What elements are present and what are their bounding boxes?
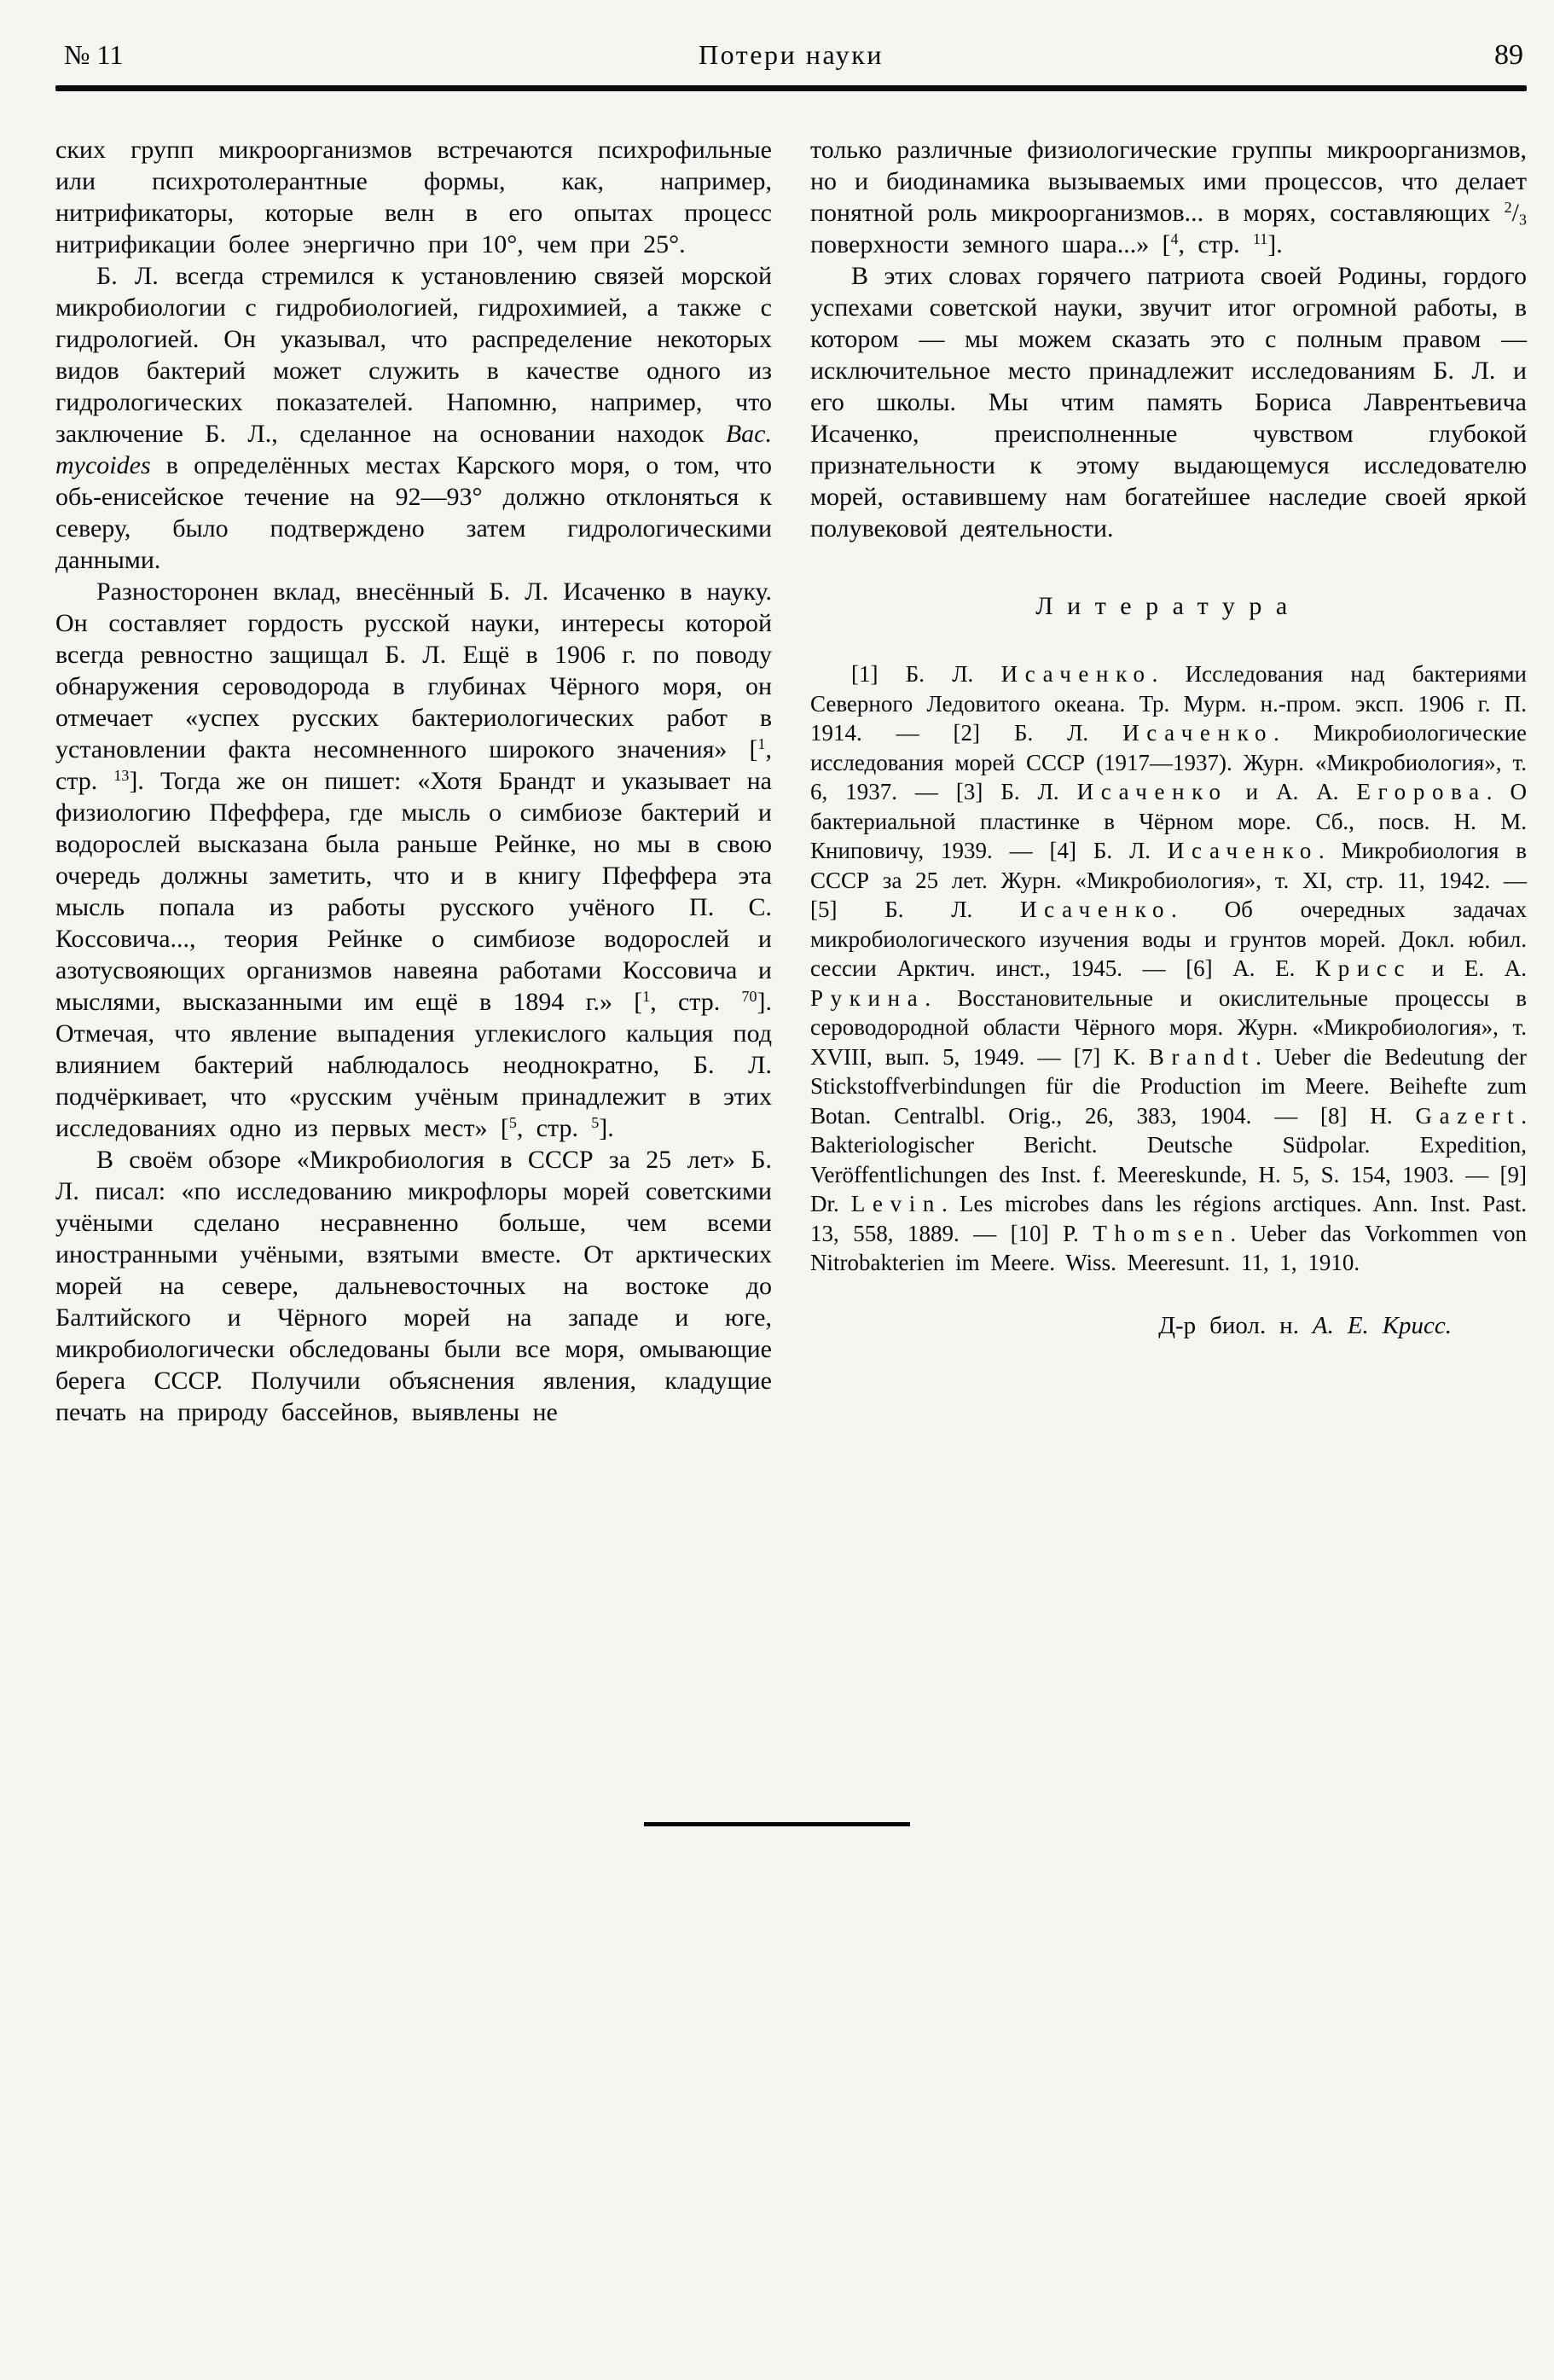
- text-run: Thomsen: [1093, 1220, 1231, 1246]
- text-run: 3: [1519, 211, 1527, 229]
- text-run: . Микробиология в СССР за 25 лет. Журн. «Микробиология», т. XI, стр. 11, 1942. — [5] Б. Л.: [810, 838, 1528, 922]
- bottom-separator-rule: [644, 1822, 910, 1826]
- text-run: , стр.: [516, 1114, 592, 1142]
- text-run: Крисс: [1315, 955, 1412, 981]
- header-rule: [55, 85, 1527, 91]
- text-run: 1: [757, 735, 766, 753]
- text-run: . О бактериальной пластинке в Чёрном море. Сб., посв. Н. М. Книповичу, 1939. — [4] Б. Л.: [810, 779, 1527, 863]
- text-run: . Ueber die Bedeutung der Stickstoffverbindungen für die Production im Meere. Beihefte zum Botan. Centralbl. Orig., 26, 383, 1904. — [8] H.: [810, 1043, 1528, 1129]
- text-run: Levin: [850, 1191, 942, 1216]
- text-run: ].: [1267, 230, 1283, 258]
- text-run: 5: [508, 1114, 517, 1132]
- body-paragraph-continuation: [810, 134, 1527, 260]
- text-run: 70: [741, 988, 757, 1006]
- journal-page: [55, 0, 1527, 1428]
- text-run: Рукина: [810, 984, 925, 1011]
- text-run: только различные физиологические группы микроорганизмов, но и биодинамика вызываемых ими процессов, что делает понятной роль микроорганизмов... в морях, составляющих: [810, 136, 1527, 227]
- right-column: [810, 134, 1527, 1428]
- text-run: поверхности земного шара...» [: [810, 230, 1171, 258]
- text-run: Исаченко: [1020, 897, 1172, 922]
- text-run: [1] Б. Л.: [851, 661, 1001, 687]
- text-run: Исаченко: [1000, 661, 1152, 687]
- text-run: Gazert: [1415, 1102, 1522, 1129]
- text-run: Егорова: [1356, 779, 1487, 804]
- left-column: [55, 134, 772, 1428]
- text-run: 5: [591, 1114, 600, 1132]
- text-run: . Микробиологические исследования морей СССР (1917—1937). Журн. «Микробиология», т. 6, 1937. — [3] Б. Л.: [810, 720, 1527, 804]
- text-run: в определённых местах Карского моря, о том, что обь-енисейское течение на 92—93° должно отклоняться к северу, было подтверждено затем гидрологическими данными.: [55, 451, 772, 574]
- references-paragraph: [810, 659, 1527, 1278]
- text-run: , стр.: [1178, 230, 1253, 258]
- text-run: 13: [113, 767, 130, 785]
- text-run: Исаченко: [1122, 720, 1274, 746]
- issue-number: № 11: [64, 39, 124, 70]
- text-run: ]. Отмечая, что явление выпадения углекислого кальция под влиянием бактерий наблюдалось неоднократно, Б. Л. подчёркивает, что «русским учёным принадлежит в этих исследованиях одно из первых мест» [: [55, 988, 772, 1142]
- text-run: 11: [1252, 230, 1268, 248]
- text-run: В этих словах горячего патриота своей Родины, гордого успехами советской науки, звучит итог огромной работы, в котором — мы можем сказать это с полным правом — исключительное место принадлежит исследованиям Б. Л. и его школы. Мы чтим память Бориса Лаврентьевича Исаченко, преисполненные чувством глубокой признательности к этому выдающемуся исследователю морей, оставившему нам богатейшее наследие своей яркой полувековой деятельности.: [810, 262, 1527, 543]
- running-title: Потери науки: [698, 39, 884, 70]
- body-paragraph: [810, 260, 1527, 544]
- text-run: . Восстановительные и окислительные процессы в сероводородной области Чёрного моря. Журн. «Микробиология», т. XVIII, вып. 5, 1949. — [7] K.: [810, 984, 1527, 1070]
- text-run: ]. Тогда же он пишет: «Хотя Брандт и указывает на физиологию Пфеффера, где мысль о симбиозе бактерий и водорослей высказана была раньше Рейнке, но мы в свою очередь должны заметить, что и в книгу Пфеффера эта мысль попала из работы русского учёного П. С. Коссовича..., теория Рейнке о симбиозе водорослей и азотусвояющих организмов навеяна работами Коссовича и мыслями, высказанными им ещё в 1894 г.» [: [55, 767, 772, 1016]
- text-run: В своём обзоре «Микробиология в СССР за 25 лет» Б. Л. писал: «по исследованию микрофлоры морей советскими учёными сделано несравненно больше, чем всеми иностранными учёными, взятыми вместе. От арктических морей на севере, дальневосточных на востоке до Балтийского и Чёрного морей на западе и юге, микробиологически обследованы были все моря, омывающие берега СССР. Получили объяснения явления, кладущие печать на природу бассейнов, выявлены не: [55, 1146, 772, 1426]
- text-run: . Исследования над бактериями Северного Ледовитого океана. Тр. Мурм. н.-пром. эксп. 1906 г. П. 1914. — [2] Б. Л.: [810, 661, 1527, 746]
- page-header: [55, 0, 1527, 72]
- text-run: Bac. mycoides: [55, 420, 772, 479]
- text-run: , стр.: [650, 988, 742, 1016]
- text-run: . Les microbes dans les régions arctiques. Ann. Inst. Past. 13, 558, 1889. — [10] P.: [810, 1191, 1527, 1246]
- text-run: . Ueber das Vorkommen von Nitrobakterien im Meere. Wiss. Meeresunt. 11, 1, 1910.: [810, 1220, 1527, 1275]
- page-number: 89: [1494, 39, 1523, 71]
- signature-name: А. Е. Крисс.: [1312, 1311, 1452, 1339]
- text-run: ских групп микроорганизмов встречаются психрофильные или психротолерантные формы, как, например, нитрификаторы, которые велн в его опытах процесс нитрификации более энергично при 10°, чем при 25°.: [55, 136, 772, 258]
- text-run: Brandt: [1148, 1043, 1256, 1070]
- literature-heading: Литература: [1035, 592, 1302, 620]
- text-run: 1: [642, 988, 651, 1006]
- body-paragraph: [55, 1144, 772, 1428]
- text-run: . Об очередных задачах микробиологического изучения воды и грунтов морей. Докл. юбил. сессии Арктич. инст., 1945. — [6] А. Е.: [810, 897, 1528, 981]
- text-run: 4: [1170, 230, 1179, 248]
- text-run: ].: [599, 1114, 614, 1142]
- text-run: и Е. А.: [1412, 955, 1527, 981]
- text-run: , стр.: [55, 735, 772, 795]
- text-run: 2: [1504, 199, 1512, 217]
- text-run: Исаченко: [1167, 838, 1319, 863]
- signature-degree: Д-р биол. н.: [1158, 1311, 1313, 1339]
- text-run: Б. Л. всегда стремился к установлению связей морской микробиологии с гидробиологией, гидрохимией, а также с гидрологией. Он указывал, что распределение некоторых видов бактерий может служить в качестве одного из гидрологических показателей. Напомню, например, что заключение Б. Л., сделанное на основании находок: [55, 262, 772, 448]
- text-run: Исаченко: [1076, 779, 1228, 804]
- body-paragraph: [55, 576, 772, 1144]
- text-run: и А. А.: [1227, 779, 1357, 804]
- two-column-text-block: [55, 134, 1527, 1428]
- body-paragraph-continuation: [55, 134, 772, 260]
- text-run: /: [1511, 199, 1519, 227]
- signature-line: [810, 1310, 1527, 1342]
- text-run: . Bakteriologischer Bericht. Deutsche Südpolar. Expedition, Veröffentlichungen des Inst. f. Meereskunde, H. 5, S. 154, 1903. — [9] Dr.: [810, 1102, 1527, 1216]
- text-run: Разносторонен вклад, внесённый Б. Л. Исаченко в науку. Он составляет гордость русской науки, интересы которой всегда ревностно защищал Б. Л. Ещё в 1906 г. по поводу обнаружения сероводорода в глубинах Чёрного моря, он отмечает «успех русских бактериологических работ в установлении факта несомненного широкого значения» [: [55, 578, 772, 763]
- body-paragraph: [55, 260, 772, 576]
